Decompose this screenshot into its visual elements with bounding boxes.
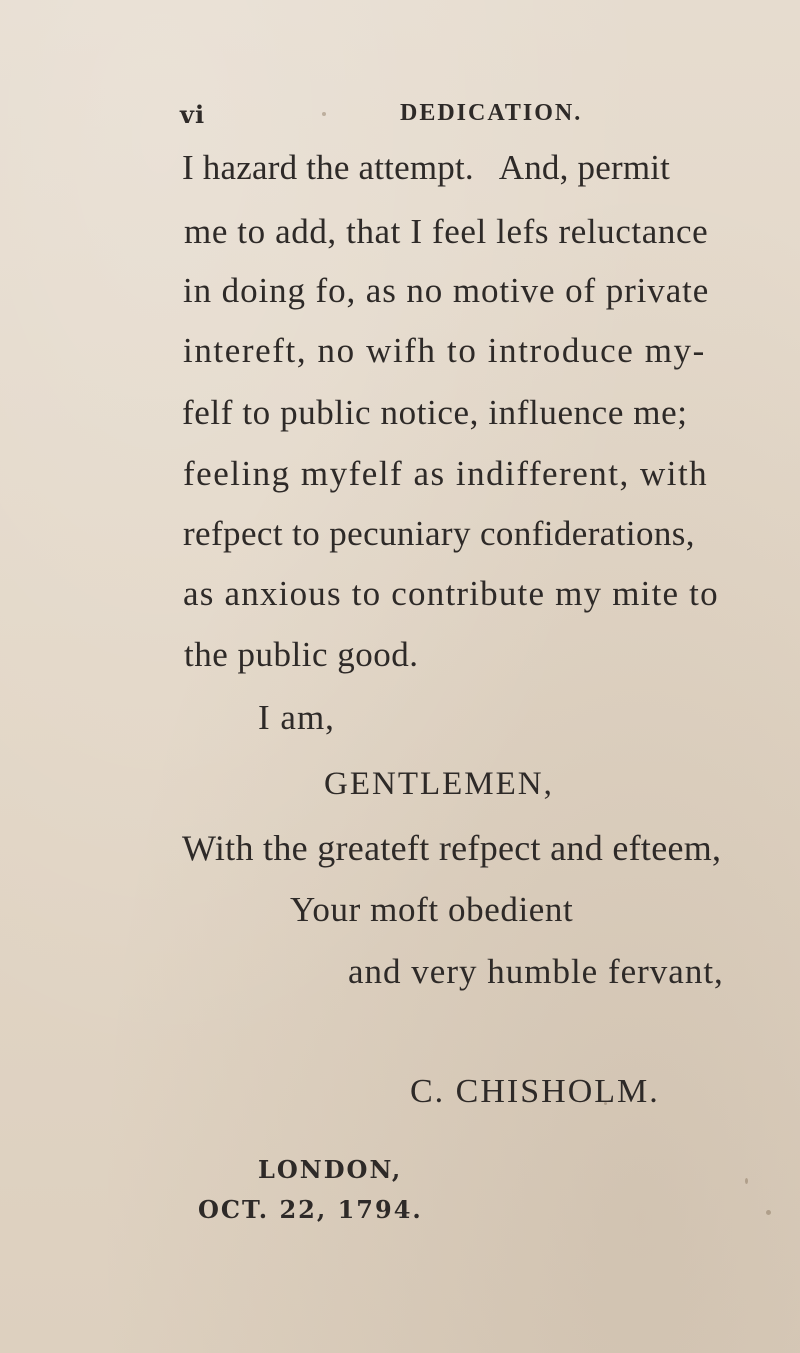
running-head: DEDICATION. [400, 100, 583, 126]
closing-i-am: I am, [258, 698, 335, 737]
body-line: the public good. [184, 635, 419, 674]
foxing-spot [766, 1210, 771, 1215]
closing-obedient: Your moft obedient [290, 890, 574, 929]
body-line: feeling myfelf as indifferent, with [183, 454, 709, 493]
place: LONDON, [258, 1155, 403, 1184]
signature: C. CHISHOLM. [410, 1073, 660, 1110]
closing-regard: With the greateft refpect and efteem, [182, 828, 722, 868]
foxing-spot [745, 1178, 748, 1184]
salutation: GENTLEMEN, [324, 766, 554, 802]
body-line: me to add, that I feel lefs reluctance [184, 212, 709, 251]
body-line: I hazard the attempt. And, permit [182, 148, 671, 187]
date: OCT. 22, 1794. [198, 1195, 423, 1224]
closing-servant: and very humble fervant, [348, 952, 724, 991]
body-line: refpect to pecuniary confiderations, [183, 514, 695, 553]
page-number: vi [180, 100, 206, 129]
page-header [0, 100, 800, 134]
body-line: felf to public notice, influence me; [182, 393, 688, 432]
body-line: as anxious to contribute my mite to [183, 574, 719, 613]
body-line: in doing fo, as no motive of private [183, 271, 710, 310]
body-line: intereft, no wifh to introduce my- [183, 331, 706, 370]
